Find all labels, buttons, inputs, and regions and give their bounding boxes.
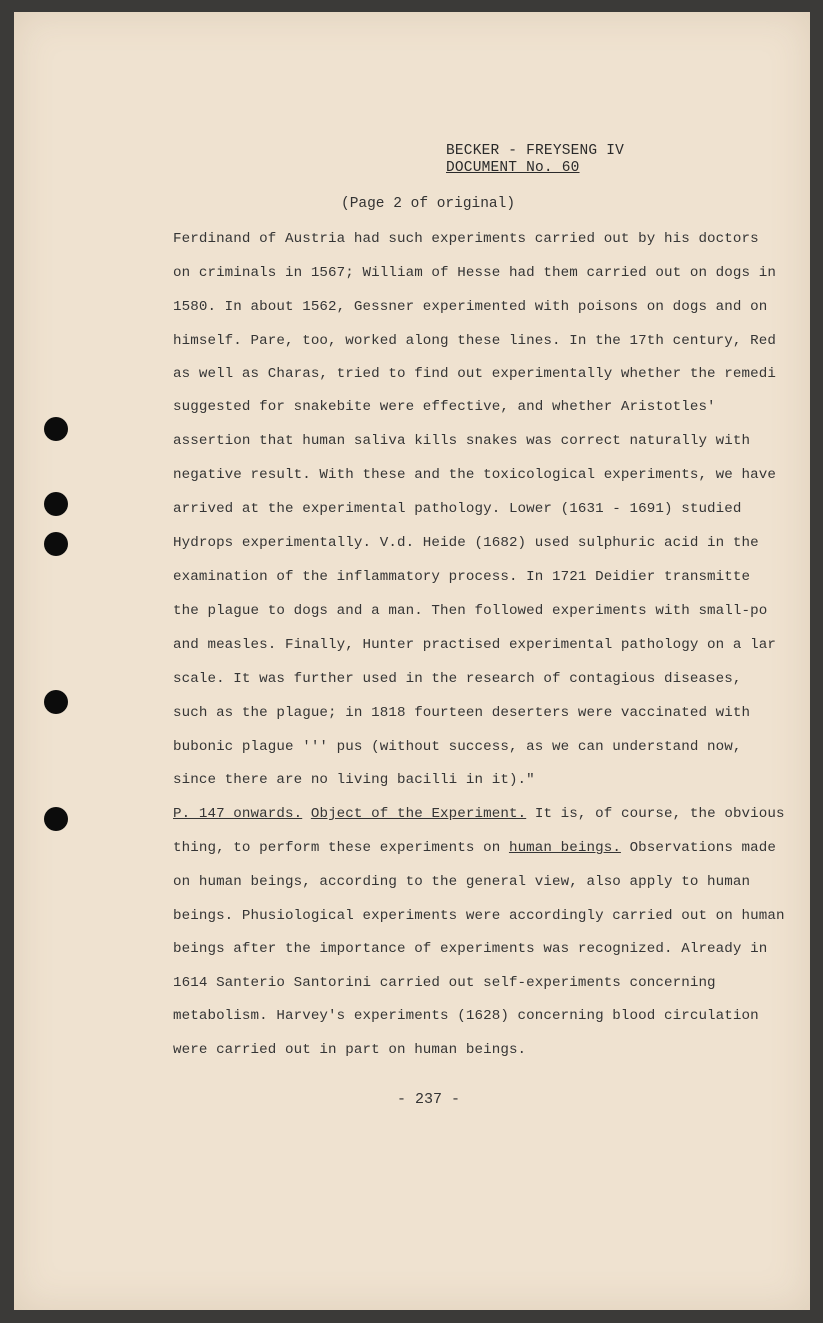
text-line (173, 840, 776, 856)
punch-hole-1 (44, 417, 68, 441)
punch-hole-2 (44, 492, 68, 516)
text-line: on human beings, according to the general view, also apply to human (173, 874, 751, 890)
document-number: DOCUMENT No. 60 (446, 160, 580, 176)
text-line: negative result. With these and the toxicological experiments, we have (173, 467, 776, 483)
page-note: (Page 2 of original) (341, 196, 516, 212)
text-fragment: Observations made (629, 840, 776, 856)
text-line: beings. Phusiological experiments were accordingly carried out on human (173, 908, 785, 924)
text-line: on criminals in 1567; William of Hesse had them carried out on dogs in (173, 265, 776, 281)
text-line: bubonic plague ''' pus (without success, as we can understand now, (173, 739, 742, 755)
punch-hole-5 (44, 807, 68, 831)
text-line: himself. Pare, too, worked along these lines. In the 17th century, Red (173, 333, 776, 349)
text-fragment: thing, to perform these experiments on (173, 840, 501, 856)
text-line: and measles. Finally, Hunter practised experimental pathology on a lar (173, 637, 776, 653)
text-line: Ferdinand of Austria had such experiments carried out by his doctors (173, 231, 759, 247)
text-fragment: It is, of course, the obvious (534, 806, 785, 822)
punch-hole-3 (44, 532, 68, 556)
text-line: the plague to dogs and a man. Then followed experiments with small-po (173, 603, 768, 619)
text-line: beings after the importance of experiments was recognized. Already in (173, 941, 768, 957)
section-heading: Object of the Experiment. (310, 806, 527, 822)
text-line: suggested for snakebite were effective, and whether Aristotles' (173, 399, 716, 415)
text-line: Hydrops experimentally. V.d. Heide (1682) used sulphuric acid in the (173, 535, 759, 551)
text-line: as well as Charas, tried to find out experimentally whether the remedi (173, 366, 776, 382)
punch-hole-4 (44, 690, 68, 714)
text-line-object-heading (173, 806, 785, 822)
document-header (446, 143, 624, 177)
text-line: were carried out in part on human beings. (173, 1042, 527, 1058)
underlined-phrase: human beings. (508, 840, 621, 856)
text-line: metabolism. Harvey's experiments (1628) concerning blood circulation (173, 1008, 759, 1024)
header-title: BECKER - FREYSENG IV (446, 143, 625, 159)
text-line: assertion that human saliva kills snakes was correct naturally with (173, 433, 751, 449)
text-line: such as the plague; in 1818 fourteen deserters were vaccinated with (173, 705, 751, 721)
text-line: examination of the inflammatory process. In 1721 Deidier transmitte (173, 569, 751, 585)
page-number: - 237 - (397, 1091, 461, 1108)
page-reference: P. 147 onwards. (173, 806, 303, 822)
text-line: scale. It was further used in the research of contagious diseases, (173, 671, 742, 687)
text-line: 1580. In about 1562, Gessner experimented with poisons on dogs and on (173, 299, 768, 315)
text-line: since there are no living bacilli in it)." (173, 772, 535, 788)
text-line: 1614 Santerio Santorini carried out self-experiments concerning (173, 975, 716, 991)
text-line: arrived at the experimental pathology. Lower (1631 - 1691) studied (173, 501, 742, 517)
